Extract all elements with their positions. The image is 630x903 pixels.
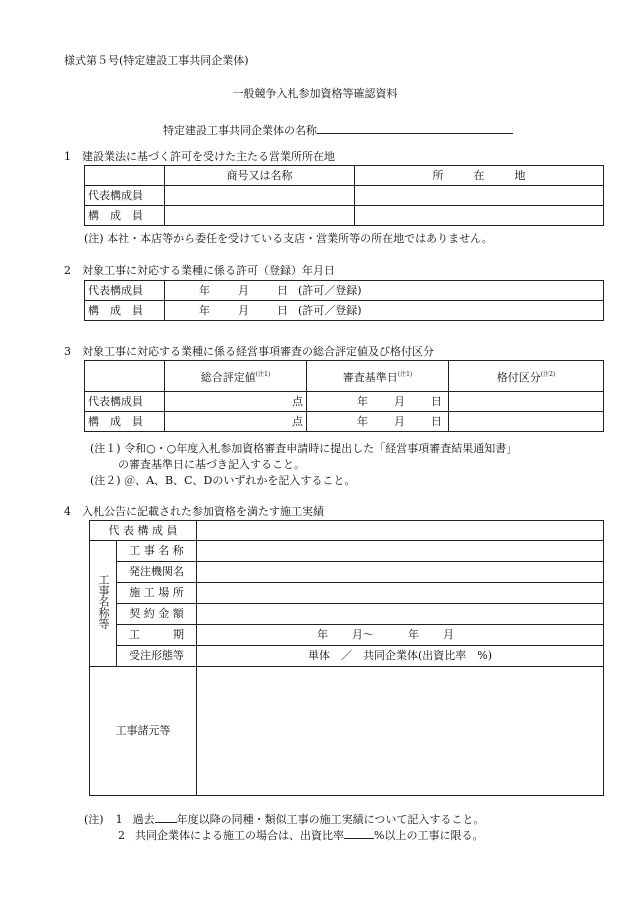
s4-row-label: 工 期	[117, 625, 197, 646]
s4-row-label: 施 工 場 所	[117, 583, 197, 604]
section3-note2: (注２) ＠、A、B、C、Dのいずれかを記入すること。	[90, 474, 356, 487]
form-number-label: 様式第５号(特定建設工事共同企業体)	[64, 54, 249, 67]
ratio-blank[interactable]	[344, 826, 374, 839]
s2-mem-date-cell[interactable]: 年 月 日 (許可／登録)	[165, 301, 604, 321]
s4-row-rep-label: 代 表 構 成 員	[90, 521, 197, 541]
s3-col-score: 総合評定値$^{(注1)}$	[165, 361, 307, 392]
s4-row-label: 工 事 名 称	[117, 541, 197, 562]
section1-heading: 1 建設業法に基づく許可を受けた主たる営業所所在地	[64, 150, 335, 163]
s4-form-type-cell[interactable]: 単体 ／ 共同企業体(出資比率 %)	[197, 646, 604, 667]
s3-mem-score-cell[interactable]: 点	[165, 412, 307, 432]
s4-specs-cell[interactable]	[197, 667, 604, 796]
s3-rep-grade-cell[interactable]	[449, 392, 604, 412]
section4-note1: (注) 1 過去 年度以降の同種・類似工事の施工実績について記入すること。	[84, 810, 484, 827]
s3-col-grade: 格付区分$^{(注2)}$	[449, 361, 604, 392]
s4-row-label: 発注機関名	[117, 562, 197, 583]
section3-heading: 3 対象工事に対応する業種に係る経営事項審査の総合評定値及び格付区分	[64, 345, 434, 358]
s4-row-label: 契 約 金 額	[117, 604, 197, 625]
s1-corner-cell	[85, 166, 165, 186]
s4-period-cell[interactable]: 年 月～ 年 月	[197, 625, 604, 646]
s3-corner-cell	[85, 361, 165, 392]
section3-note1a: (注１) 令和○・○年度入札参加資格審査申請時に提出した「経営事項審査結果通知書」	[90, 442, 518, 455]
s3-mem-grade-cell[interactable]	[449, 412, 604, 432]
s4-rep-cell[interactable]	[197, 521, 604, 541]
jv-name-row	[163, 120, 513, 138]
s3-rep-score-cell[interactable]: 点	[165, 392, 307, 412]
section1-note: (注) 本社・本店等から委任を受けている支店・営業所等の所在地ではありません。	[84, 232, 493, 245]
section4-heading: 4 入札公告に記載された参加資格を満たす施工実績	[64, 505, 324, 518]
s1-rep-name-cell[interactable]	[165, 186, 355, 206]
s2-row-mem-label: 構 成 員	[85, 301, 165, 321]
section3-table	[84, 360, 604, 432]
section4-table	[89, 520, 604, 796]
section1-table	[84, 165, 604, 226]
s1-mem-location-cell[interactable]	[355, 206, 604, 226]
section3-note1b: の審査基準日に基づき記入すること。	[118, 458, 305, 471]
s2-row-rep-label: 代表構成員	[85, 281, 165, 301]
s3-row-rep-label: 代表構成員	[85, 392, 165, 412]
past-years-blank[interactable]	[155, 810, 177, 823]
document-title: 一般競争入札参加資格等確認資料	[232, 87, 398, 100]
s3-row-mem-label: 構 成 員	[85, 412, 165, 432]
s4-amount-cell[interactable]	[197, 604, 604, 625]
s4-side-label-cell	[90, 541, 117, 667]
s3-mem-date-cell[interactable]: 年 月 日	[307, 412, 449, 432]
s4-project-name-cell[interactable]	[197, 541, 604, 562]
s2-rep-date-cell[interactable]: 年 月 日 (許可／登録)	[165, 281, 604, 301]
s4-side-label: 工事名称等	[97, 574, 110, 629]
section4-note2: 2 共同企業体による施工の場合は、出資比率 %以上の工事に限る。	[118, 826, 483, 843]
section2-table	[84, 280, 604, 321]
jv-name-input[interactable]	[317, 120, 513, 134]
s1-row-mem-label: 構 成 員	[85, 206, 165, 226]
s1-col-location: 所 在 地	[355, 166, 604, 186]
s1-mem-name-cell[interactable]	[165, 206, 355, 226]
s4-client-cell[interactable]	[197, 562, 604, 583]
s4-specs-label: 工事諸元等	[90, 667, 197, 796]
jv-name-label: 特定建設工事共同企業体の名称	[163, 124, 317, 137]
s4-row-label: 受注形態等	[117, 646, 197, 667]
s1-col-name: 商号又は名称	[165, 166, 355, 186]
s4-site-cell[interactable]	[197, 583, 604, 604]
s1-rep-location-cell[interactable]	[355, 186, 604, 206]
section2-heading: 2 対象工事に対応する業種に係る許可（登録）年月日	[64, 264, 335, 277]
s3-rep-date-cell[interactable]: 年 月 日	[307, 392, 449, 412]
s1-row-rep-label: 代表構成員	[85, 186, 165, 206]
s3-col-date: 審査基準日$^{(注1)}$	[307, 361, 449, 392]
